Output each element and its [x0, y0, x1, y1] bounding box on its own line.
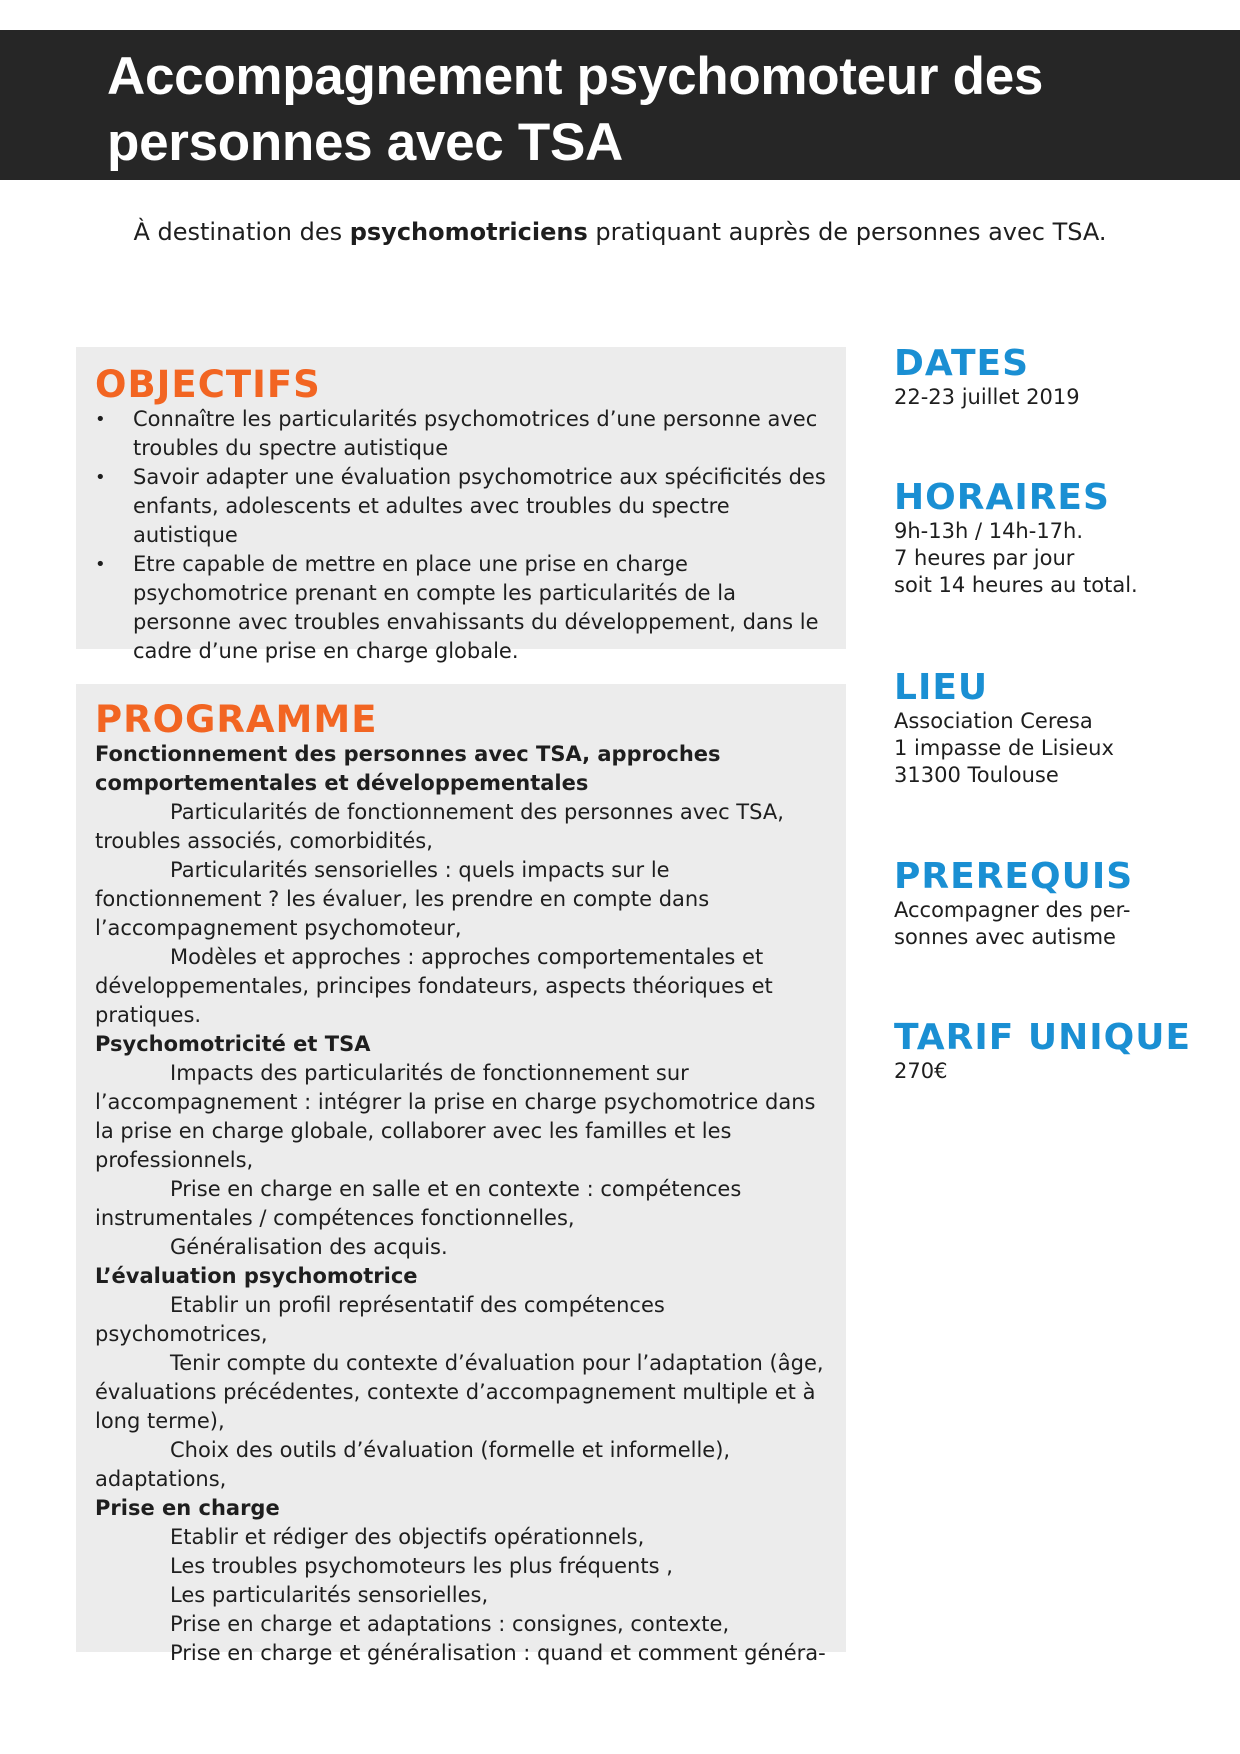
horaires-text: 9h-13h / 14h-17h. 7 heures par jour soit 14 heures au total.: [894, 519, 1138, 597]
programme-item: Etablir et rédiger des objectifs opérationnels,: [170, 1525, 645, 1549]
intro-after: pratiquant auprès de personnes avec TSA.: [587, 218, 1107, 246]
programme-item: Généralisation des acquis.: [170, 1235, 448, 1259]
dates-text: 22-23 juillet 2019: [894, 385, 1080, 409]
lieu-text: Association Ceresa 1 impasse de Lisieux 31300 Toulouse: [894, 709, 1114, 787]
tarif-text: 270€: [894, 1059, 948, 1083]
programme-item: Tenir compte du contexte d’évaluation pour l’adaptation (âge, évaluations précédentes, contexte d’accompagnement multiple et à long terme),: [95, 1351, 824, 1433]
programme-item: Modèles et approches : approches comportementales et développementales, principes fondateurs, aspects théoriques et pratiques.: [95, 945, 773, 1027]
programme-subheading: Psychomotricité et TSA: [95, 1032, 371, 1056]
lieu-heading: LIEU: [894, 667, 989, 708]
programme-item: Particularités sensorielles : quels impacts sur le fonctionnement ? les évaluer, les prendre en compte dans l’accompagnement psychomoteur,: [95, 858, 710, 940]
intro-line: [0, 218, 1240, 246]
horaires-heading: HORAIRES: [894, 477, 1110, 518]
objectif-item: • Etre capable de mettre en place une prise en charge psychomotrice prenant en compte les particularités de la personne avec troubles envahissants du développement, dans le cadre d’une prise en charge globale.: [95, 550, 835, 666]
sidebar-tarif: [894, 1018, 1234, 1085]
prerequis-text: Accompagner des per- sonnes avec autisme: [894, 898, 1131, 949]
sidebar-prerequis: [894, 857, 1234, 951]
programme-item: Prise en charge en salle et en contexte : compétences instrumentales / compétences fonctionnelles,: [95, 1177, 742, 1230]
programme-item: Prise en charge et généralisation : quand et comment généra-: [170, 1641, 826, 1665]
programme-item: Les particularités sensorielles,: [170, 1583, 489, 1607]
objectifs-heading: OBJECTIFS: [95, 363, 321, 406]
programme-item: Les troubles psychomoteurs les plus fréquents ,: [170, 1554, 673, 1578]
programme-item: Particularités de fonctionnement des personnes avec TSA, troubles associés, comorbidités,: [95, 800, 784, 853]
programme-item: Choix des outils d’évaluation (formelle et informelle), adaptations,: [95, 1438, 731, 1491]
objectif-item: • Savoir adapter une évaluation psychomotrice aux spécificités des enfants, adolescents et adultes avec troubles du spectre autistique: [95, 463, 835, 550]
objectifs-box: [76, 347, 846, 663]
programme-item: Prise en charge et adaptations : consignes, contexte,: [170, 1612, 730, 1636]
dates-heading: DATES: [894, 343, 1030, 384]
intro-before: À destination des: [133, 218, 350, 246]
prerequis-heading: PREREQUIS: [894, 856, 1134, 897]
page-title: Accompagnement psychomoteur des personnes avec TSA: [107, 47, 1044, 172]
sidebar-lieu: [894, 668, 1234, 789]
programme-box: [76, 684, 846, 1665]
sidebar-dates: [894, 344, 1234, 411]
objectif-item: • Connaître les particularités psychomotrices d’une personne avec troubles du spectre autistique: [95, 405, 835, 463]
programme-item: Impacts des particularités de fonctionnement sur l’accompagnement : intégrer la prise en charge psychomotrice dans la prise en charge globale, collaborer avec les familles et les professionnels,: [95, 1061, 816, 1172]
objectifs-list: [95, 405, 835, 666]
tarif-heading: TARIF UNIQUE: [894, 1017, 1192, 1058]
programme-subheading: L’évaluation psychomotrice: [95, 1264, 418, 1288]
programme-heading: PROGRAMME: [95, 698, 378, 741]
header-bar: [0, 30, 1240, 180]
programme-item: Etablir un profil représentatif des compétences psychomotrices,: [95, 1293, 665, 1346]
programme-content: [95, 740, 840, 1668]
sidebar-horaires: [894, 478, 1234, 599]
intro-bold: psychomotriciens: [349, 218, 588, 246]
programme-subheading: Fonctionnement des personnes avec TSA, approches comportementales et développementales: [95, 742, 721, 795]
programme-subheading: Prise en charge: [95, 1496, 280, 1520]
